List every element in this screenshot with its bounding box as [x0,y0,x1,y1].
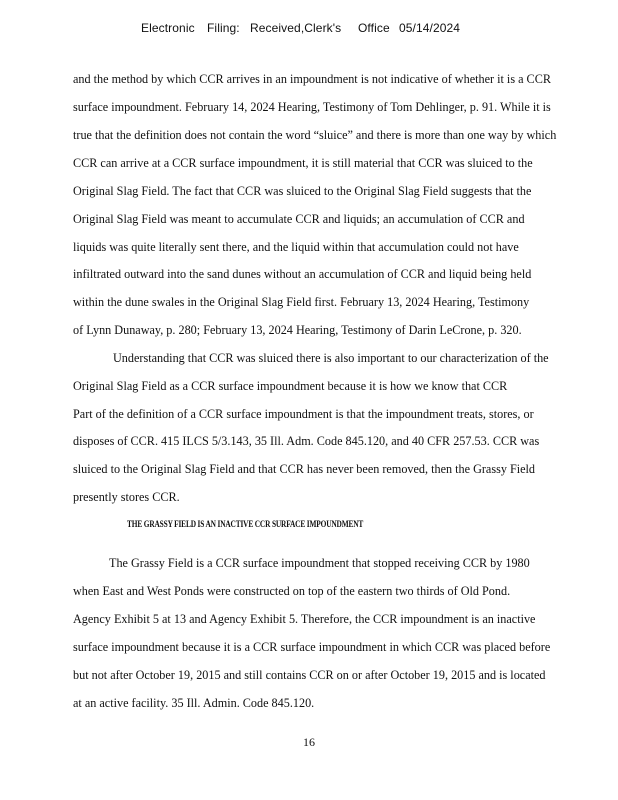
body-line: liquids was quite literally sent there, and the liquid within that accumulation could not have [73,240,519,254]
header-filing: Filing: [207,21,240,35]
body-line: Original Slag Field was meant to accumulate CCR and liquids; an accumulation of CCR and [73,212,525,226]
body-line: true that the definition does not contain the word “sluice” and there is more than one way by which [73,128,557,142]
body-line: but not after October 19, 2015 and still contains CCR on or after October 19, 2015 and is located [73,668,546,682]
page-number: 16 [303,735,315,749]
body-line: of Lynn Dunaway, p. 280; February 13, 2024 Hearing, Testimony of Darin LeCrone, p. 320. [73,323,522,337]
body-line: at an active facility. 35 Ill. Admin. Code 845.120. [73,696,315,710]
body-line: within the dune swales in the Original Slag Field first. February 13, 2024 Hearing, Testimony [73,295,530,309]
body-line: Agency Exhibit 5 at 13 and Agency Exhibit 5. Therefore, the CCR impoundment is an inactive [73,612,536,626]
header-date: 05/14/2024 [399,21,461,35]
body-line: Original Slag Field. The fact that CCR was sluiced to the Original Slag Field suggests that the [73,184,532,198]
body-line: when East and West Ponds were constructed on top of the eastern two thirds of Old Pond. [73,584,511,598]
body-line: Part of the definition of a CCR surface impoundment is that the impoundment treats, stores, or [73,407,534,421]
body-line: The Grassy Field is a CCR surface impoundment that stopped receiving CCR by 1980 [109,556,530,570]
section-heading: THE GRASSY FIELD IS AN INACTIVE CCR SURFACE IMPOUNDMENT [127,519,364,529]
body-line: sluiced to the Original Slag Field and that CCR has never been removed, then the Grassy Field [73,462,536,476]
body-line: surface impoundment because it is a CCR surface impoundment in which CCR was placed before [73,640,551,654]
body-line: Original Slag Field as a CCR surface impoundment because it is how we know that CCR [73,379,508,393]
body-line: CCR can arrive at a CCR surface impoundment, it is still material that CCR was sluiced to the [73,156,533,170]
body-line: presently stores CCR. [73,490,180,504]
header-office: Office [358,21,390,35]
body-line: surface impoundment. February 14, 2024 Hearing, Testimony of Tom Dehlinger, p. 91. While it is [73,100,551,114]
header-received: Received,Clerk's [250,21,342,35]
body-line: and the method by which CCR arrives in an impoundment is not indicative of whether it is a CCR [73,72,551,86]
body-line: Understanding that CCR was sluiced there is also important to our characterization of the [113,351,549,365]
header-electronic: Electronic [141,21,195,35]
body-line: infiltrated outward into the sand dunes without an accumulation of CCR and liquid being held [73,267,532,281]
body-line: disposes of CCR. 415 ILCS 5/3.143, 35 Ill. Adm. Code 845.120, and 40 CFR 257.53. CCR was [73,434,540,448]
